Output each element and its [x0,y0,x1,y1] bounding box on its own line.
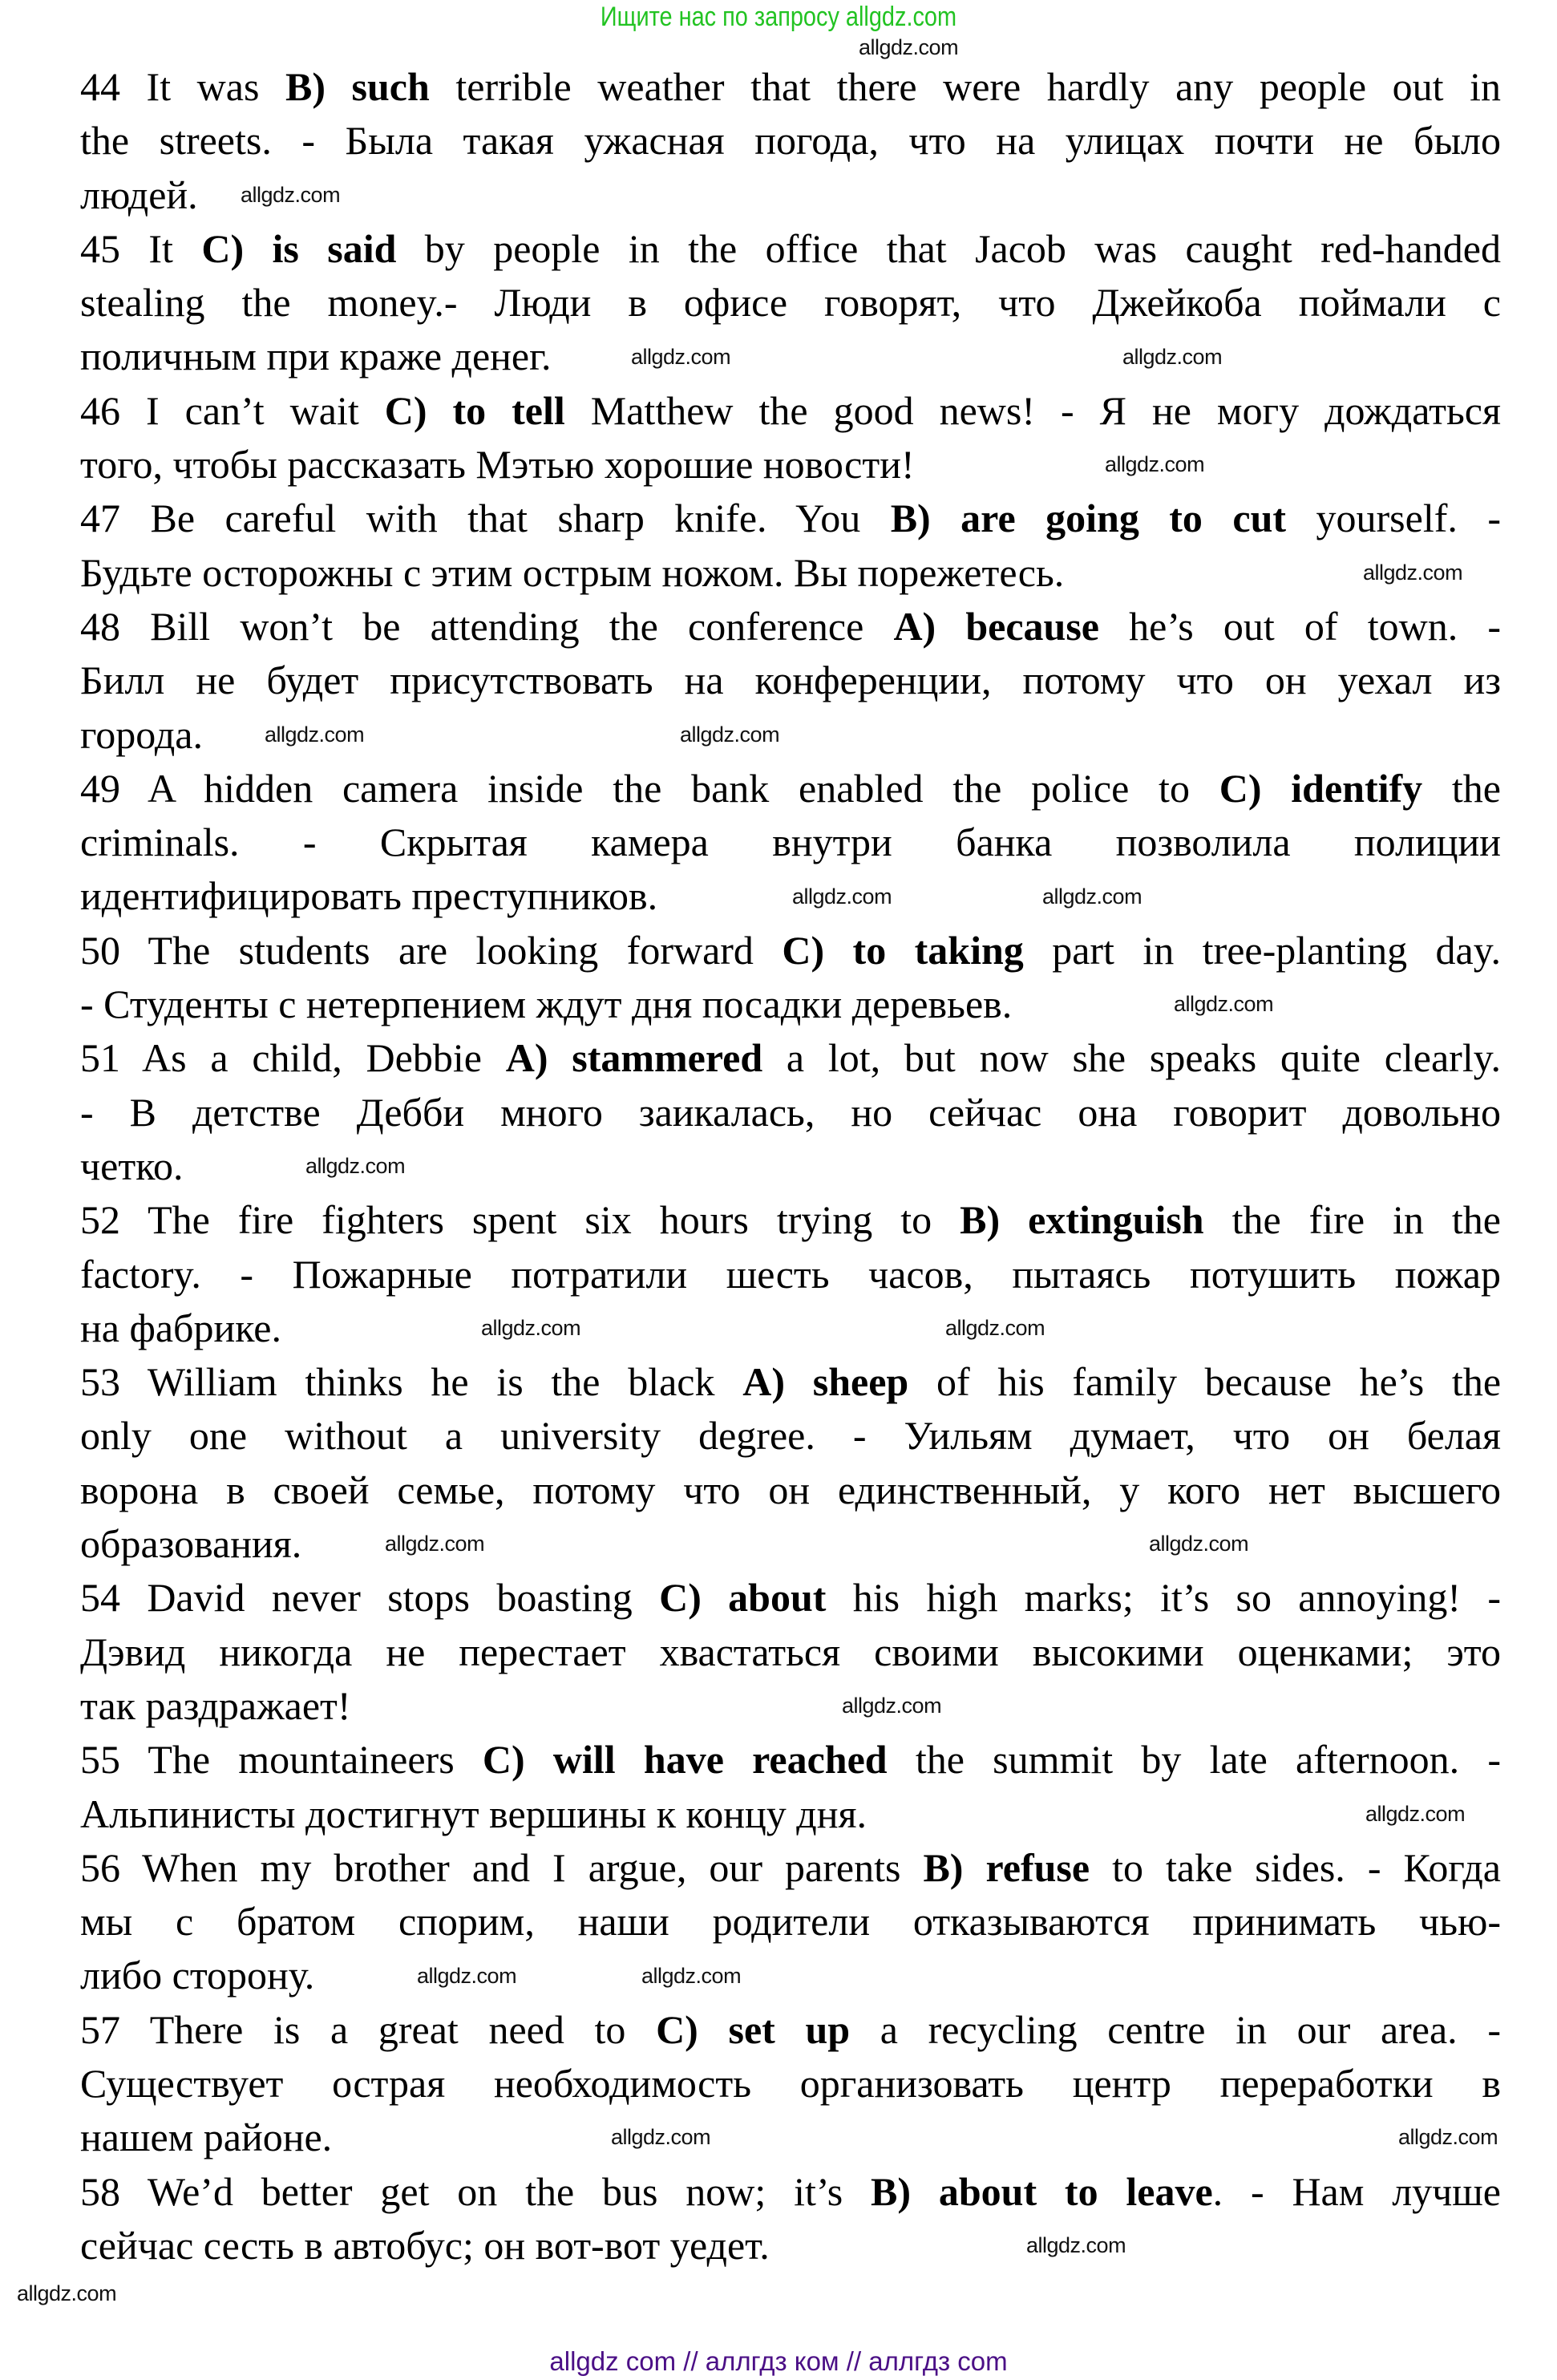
answer-item [80,492,1501,600]
text-line [80,2003,1501,2057]
sentence-text: 53 William thinks he is the black [80,1359,743,1405]
text-line [80,2111,1501,2164]
sentence-text: the streets. - Была такая ужасная погода, что на улицах почти не было [80,118,1501,164]
text-line [80,1949,1501,2002]
text-line [80,2057,1501,2111]
sentence-text: Будьте осторожны с этим острым ножом. Вы порежетесь. [80,549,1065,595]
sentence-text: 52 The fire fighters spent six hours trying to [80,1197,960,1243]
text-line [80,816,1501,869]
sentence-text: terrible weather that there were hardly any people out in [429,64,1502,109]
text-line [80,276,1501,330]
sentence-text: четко. [80,1143,184,1188]
watermark: allgdz.com [1042,884,1142,909]
answer-item [80,762,1501,924]
sentence-text: 47 Be careful with that sharp knife. You [80,496,891,541]
sentence-text: . - Нам лучше [1212,2168,1501,2214]
sentence-text: Билл не будет присутствовать на конференции, потому что он уехал из [80,658,1501,703]
watermark: allgdz.com [641,1964,742,1988]
text-line [80,222,1501,276]
answer-choice: B) extinguish [960,1197,1204,1243]
answer-choice: C) set up [656,2006,851,2052]
sentence-text: of his family because he’s the [908,1359,1502,1405]
watermark: allgdz.com [417,1964,517,1988]
sentence-text: part in tree-planting day. [1023,927,1501,973]
watermark: allgdz.com [1363,561,1463,585]
sentence-text: by people in the office that Jacob was caught red-handed [396,225,1502,271]
sentence-text: поличным при краже денег. [80,334,552,379]
sentence-text: того, чтобы рассказать Мэтью хорошие новости! [80,442,915,488]
sentence-text: 48 Bill won’t be attending the conference [80,603,894,649]
sentence-text: to take sides. - Когда [1090,1844,1502,1890]
sentence-text: Matthew the good news! - Я не могу дождаться [564,387,1501,433]
text-line [80,1193,1501,1247]
text-line [80,978,1501,1031]
text-line [80,114,1501,168]
text-line [80,1355,1501,1409]
watermark: allgdz.com [680,722,780,747]
sentence-text: 58 We’d better get on the bus now; it’s [80,2168,872,2214]
sentence-text: мы с братом спорим, наши родители отказываются принимать чью- [80,1899,1501,1945]
text-line [80,600,1501,654]
sentence-text: Альпинисты достигнут вершины к концу дня. [80,1791,867,1836]
sentence-text: only one without a university degree. - Уильям думает, что он белая [80,1413,1501,1459]
sentence-text: сейчас сесть в автобус; он вот-вот уедет. [80,2222,770,2268]
watermark: allgdz.com [842,1694,942,1718]
answer-choice: A) sheep [742,1359,909,1405]
text-line [80,1517,1501,1571]
text-line [80,762,1501,816]
answer-item [80,222,1501,384]
exercise-answers [80,60,1501,2273]
text-line [80,1625,1501,1679]
text-line [80,2165,1501,2219]
answer-item [80,1355,1501,1571]
answer-choice: C) identify [1219,765,1423,811]
sentence-text: criminals. - Скрытая камера внутри банка позволила полиции [80,820,1501,865]
text-line [80,1031,1501,1085]
answer-choice: C) will have reached [482,1737,888,1783]
answer-item [80,924,1501,1032]
answer-choice: C) is said [201,225,397,271]
sentence-text: 50 The students are looking forward [80,927,783,973]
sentence-text: образования. [80,1521,302,1567]
sentence-text: a recycling centre in our area. - [850,2006,1501,2052]
text-line [80,1679,1501,1733]
sentence-text: Дэвид никогда не перестает хвастаться своими высокими оценками; это [80,1629,1501,1674]
watermark: allgdz.com [241,183,341,207]
sentence-text: 46 I can’t wait [80,387,385,433]
watermark: allgdz.com [1122,345,1223,369]
sentence-text: 51 As a child, Debbie [80,1035,506,1081]
watermark: allgdz.com [945,1316,1045,1340]
watermark: allgdz.com [631,345,731,369]
top-banner-link[interactable]: Ищите нас по запросу allgdz.com [600,2,957,32]
watermark: allgdz.com [1174,992,1274,1016]
text-line [80,869,1501,923]
text-line [80,1409,1501,1463]
sentence-text: так раздражает! [80,1682,351,1728]
answer-choice: B) are going to cut [890,496,1287,541]
sentence-text: Существует острая необходимость организовать центр переработки в [80,2060,1501,2106]
watermark: allgdz.com [1398,2125,1498,2149]
answer-choice: C) to tell [384,387,565,433]
sentence-text: 55 The mountaineers [80,1737,483,1783]
sentence-text: the [1422,765,1501,811]
sentence-text: города. [80,711,203,757]
watermark: allgdz.com [265,722,365,747]
watermark: allgdz.com [17,2281,117,2305]
sentence-text: нашем районе. [80,2115,333,2160]
sentence-text: ворона в своей семье, потому что он единственный, у кого нет высшего [80,1467,1501,1512]
watermark: allgdz.com [1149,1532,1249,1556]
sentence-text: the summit by late afternoon. - [887,1737,1501,1783]
sentence-text: 56 When my brother and I argue, our parents [80,1844,924,1890]
watermark: allgdz.com [305,1154,406,1178]
text-line [80,438,1501,492]
text-line [80,654,1501,707]
text-line [80,2219,1501,2273]
sentence-text: на фабрике. [80,1305,281,1350]
answer-choice: C) to taking [782,927,1024,973]
text-line [80,384,1501,438]
sentence-text: his high marks; it’s so annoying! - [826,1575,1502,1621]
watermark: allgdz.com [1365,1802,1466,1826]
answer-item [80,384,1501,492]
text-line [80,330,1501,383]
text-line [80,1248,1501,1301]
sentence-text: 45 It [80,225,202,271]
watermark: allgdz.com [611,2125,711,2149]
text-line [80,1733,1501,1787]
text-line [80,546,1501,600]
answer-choice: A) stammered [505,1035,763,1081]
watermark: allgdz.com [1105,452,1205,476]
answer-item [80,2165,1501,2273]
answer-choice: B) about to leave [871,2168,1213,2214]
footer-links[interactable]: allgdz com // аллгдз ком // аллгдз com [549,2346,1008,2376]
answer-choice: B) refuse [923,1844,1090,1890]
answer-choice: C) about [659,1575,827,1621]
sentence-text: yourself. - [1286,496,1501,541]
text-line [80,924,1501,978]
text-line [80,1463,1501,1517]
answer-choice: A) because [893,603,1099,649]
text-line [80,1895,1501,1949]
text-line [80,1086,1501,1139]
text-line [80,492,1501,545]
answer-item [80,2003,1501,2165]
sentence-text: factory. - Пожарные потратили шесть часов, пытаясь потушить пожар [80,1251,1501,1297]
answer-item [80,1733,1501,1841]
sentence-text: 49 A hidden camera inside the bank enabled the police to [80,765,1219,811]
sentence-text: 54 David never stops boasting [80,1575,660,1621]
answer-item [80,1841,1501,2003]
text-line [80,1139,1501,1193]
text-line [80,60,1501,114]
sentence-text: - В детстве Дебби много заикалась, но сейчас она говорит довольно [80,1089,1501,1135]
answer-choice: B) such [285,64,430,109]
watermark: allgdz.com [792,884,892,909]
sentence-text: a lot, but now she speaks quite clearly. [762,1035,1501,1081]
answer-item [80,1571,1501,1733]
sentence-text: 44 It was [80,64,285,109]
sentence-text: идентифицировать преступников. [80,873,658,919]
sentence-text: - Студенты с нетерпением ждут дня посадки деревьев. [80,982,1013,1027]
text-line [80,1571,1501,1625]
answer-item [80,1031,1501,1193]
sentence-text: the fire in the [1203,1197,1501,1243]
watermark: allgdz.com [1026,2233,1126,2257]
sentence-text: he’s out of town. - [1099,603,1501,649]
sentence-text: 57 There is a great need to [80,2006,657,2052]
text-line [80,1841,1501,1895]
sentence-text: людей. [80,172,198,217]
sentence-text: либо сторону. [80,1953,315,1998]
watermark: allgdz.com [385,1532,485,1556]
sentence-text: stealing the money.- Люди в офисе говорят, что Джейкоба поймали с [80,280,1501,326]
watermark: allgdz.com [859,35,959,59]
text-line [80,1787,1501,1841]
answer-item [80,1193,1501,1355]
text-line [80,1301,1501,1355]
watermark: allgdz.com [481,1316,581,1340]
